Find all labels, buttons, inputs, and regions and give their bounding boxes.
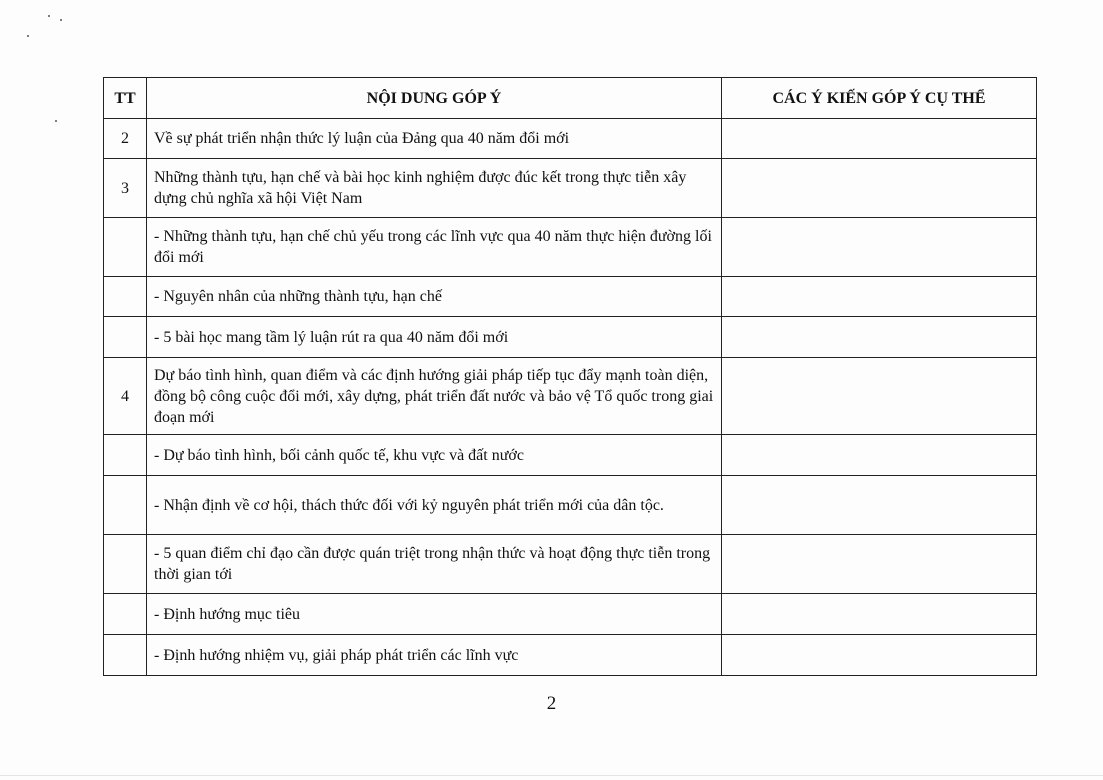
row-number: 4 — [104, 358, 147, 435]
row-content: Dự báo tình hình, quan điểm và các định hướng giải pháp tiếp tục đẩy mạnh toàn diện, đồng bộ công cuộc đổi mới, xây dựng, phát triển đất nước và bảo vệ Tổ quốc trong giai đoạn mới — [147, 358, 722, 435]
scan-speck — [27, 35, 29, 37]
opinion-cell[interactable] — [722, 635, 1037, 676]
row-number — [104, 218, 147, 277]
row-number — [104, 535, 147, 594]
opinion-cell[interactable] — [722, 358, 1037, 435]
opinion-cell[interactable] — [722, 159, 1037, 218]
header-opinion: CÁC Ý KIẾN GÓP Ý CỤ THỂ — [722, 78, 1037, 119]
table-row — [104, 535, 1037, 594]
opinion-cell[interactable] — [722, 594, 1037, 635]
opinion-cell[interactable] — [722, 218, 1037, 277]
table-row — [104, 159, 1037, 218]
row-content: Những thành tựu, hạn chế và bài học kinh nghiệm được đúc kết trong thực tiễn xây dựng chủ nghĩa xã hội Việt Nam — [147, 159, 722, 218]
opinion-cell[interactable] — [722, 119, 1037, 159]
page-number: 2 — [546, 693, 557, 714]
row-content: - 5 bài học mang tầm lý luận rút ra qua 40 năm đổi mới — [147, 317, 722, 358]
row-content: - Nhận định về cơ hội, thách thức đối với kỷ nguyên phát triển mới của dân tộc. — [147, 476, 722, 535]
row-content: - Định hướng mục tiêu — [147, 594, 722, 635]
scan-speck — [48, 15, 50, 17]
scan-speck — [60, 19, 62, 21]
page-bottom-edge — [0, 775, 1103, 776]
table-row — [104, 435, 1037, 476]
table-row — [104, 317, 1037, 358]
header-tt: TT — [104, 78, 147, 119]
row-content: Về sự phát triển nhận thức lý luận của Đảng qua 40 năm đổi mới — [147, 119, 722, 159]
opinion-cell[interactable] — [722, 277, 1037, 317]
row-content: - Nguyên nhân của những thành tựu, hạn chế — [147, 277, 722, 317]
row-content: - 5 quan điểm chỉ đạo cần được quán triệt trong nhận thức và hoạt động thực tiễn trong thời gian tới — [147, 535, 722, 594]
scan-speck — [55, 120, 57, 122]
row-number: 2 — [104, 119, 147, 159]
row-number — [104, 476, 147, 535]
row-content: - Những thành tựu, hạn chế chủ yếu trong các lĩnh vực qua 40 năm thực hiện đường lối đổi mới — [147, 218, 722, 277]
table-row — [104, 119, 1037, 159]
row-number — [104, 435, 147, 476]
table-header-row — [104, 78, 1037, 119]
row-number — [104, 277, 147, 317]
opinion-cell[interactable] — [722, 435, 1037, 476]
opinion-cell[interactable] — [722, 476, 1037, 535]
row-number — [104, 594, 147, 635]
row-number: 3 — [104, 159, 147, 218]
table-row — [104, 635, 1037, 676]
opinion-cell[interactable] — [722, 317, 1037, 358]
header-content: NỘI DUNG GÓP Ý — [147, 78, 722, 119]
row-number — [104, 635, 147, 676]
table-row — [104, 358, 1037, 435]
table-row — [104, 594, 1037, 635]
row-content: - Dự báo tình hình, bối cảnh quốc tế, khu vực và đất nước — [147, 435, 722, 476]
row-content: - Định hướng nhiệm vụ, giải pháp phát triển các lĩnh vực — [147, 635, 722, 676]
table-row — [104, 218, 1037, 277]
row-number — [104, 317, 147, 358]
table-row — [104, 277, 1037, 317]
table-row — [104, 476, 1037, 535]
opinion-cell[interactable] — [722, 535, 1037, 594]
feedback-table — [103, 77, 1037, 676]
